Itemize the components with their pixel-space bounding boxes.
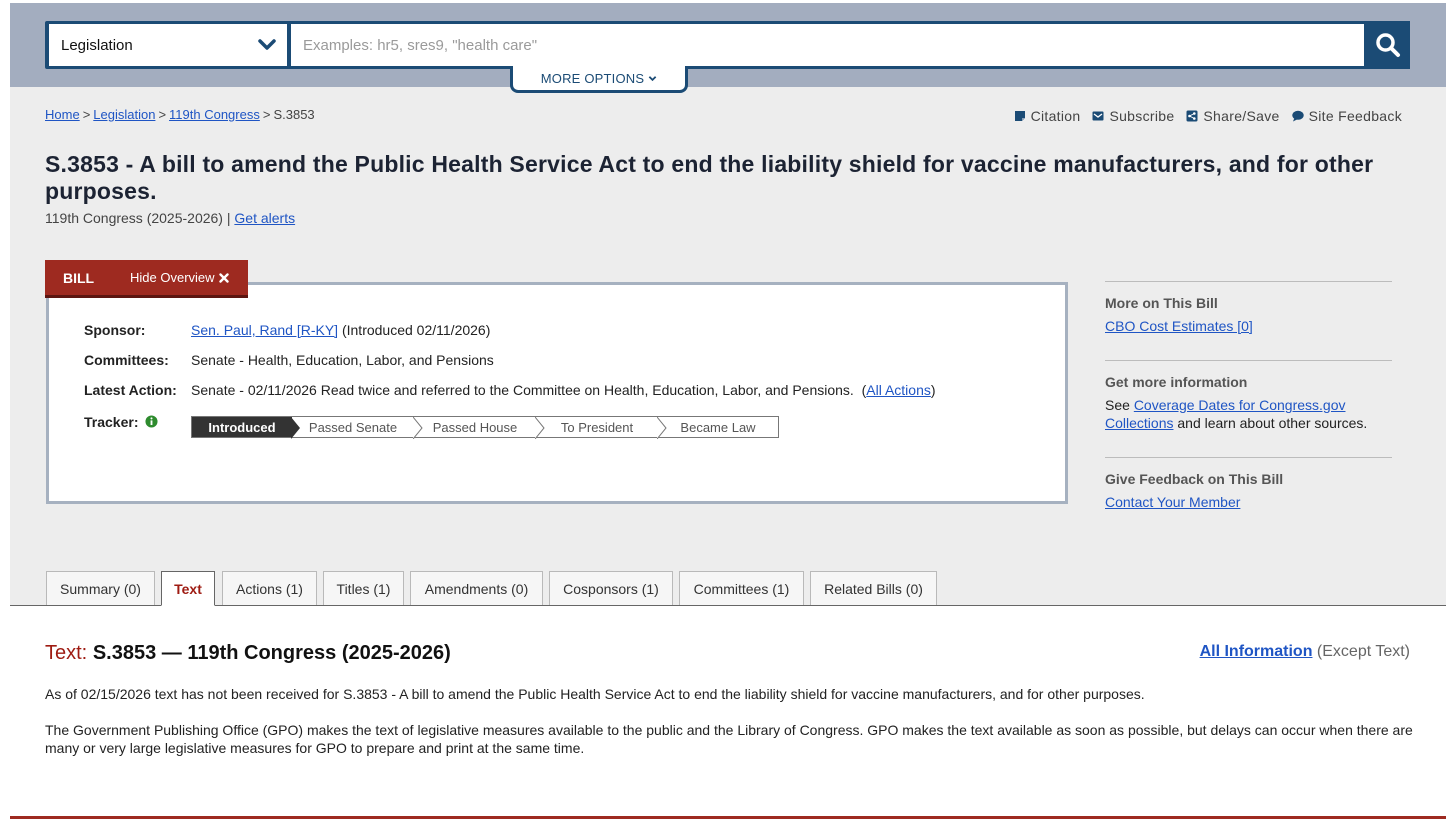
share-button[interactable] xyxy=(1186,108,1279,124)
subscribe-button[interactable] xyxy=(1092,108,1174,124)
tracker-step-passed-house xyxy=(414,417,536,437)
tracker-step-label: Passed Senate xyxy=(308,419,398,435)
congress-divider: | xyxy=(226,210,231,226)
sponsor-label: Sponsor: xyxy=(84,322,146,338)
tracker-label xyxy=(84,414,158,430)
committees-label: Committees: xyxy=(84,352,169,368)
more-options-button[interactable] xyxy=(510,66,688,93)
envelope-icon xyxy=(1092,110,1104,122)
more-on-bill-heading: More on This Bill xyxy=(1105,295,1218,311)
all-information-link-group xyxy=(1200,643,1410,661)
sponsor-note: (Introduced 02/11/2026) xyxy=(341,322,491,338)
all-information-link[interactable]: All Information xyxy=(1199,643,1313,660)
search-input[interactable] xyxy=(291,24,1364,66)
latest-action-text: Senate - 02/11/2026 Read twice and referred to the Committee on Health, Education, Labor, and Pensions. xyxy=(191,382,854,398)
tab-label: Cosponsors (1) xyxy=(563,580,659,597)
search-button[interactable] xyxy=(1366,21,1410,69)
tab-label: Committees (1) xyxy=(693,580,790,597)
close-icon xyxy=(219,273,229,283)
more-info-heading: Get more information xyxy=(1105,374,1248,390)
tracker-step-label: Introduced xyxy=(208,419,276,435)
tab-label: Amendments (0) xyxy=(424,580,529,597)
tab-cosponsors[interactable] xyxy=(549,571,673,605)
tab-related-bills[interactable] xyxy=(810,571,937,605)
content-area xyxy=(10,606,1446,819)
more-info-see: See xyxy=(1105,397,1130,413)
info-icon[interactable] xyxy=(145,415,158,428)
text-status-paragraph: As of 02/15/2026 text has not been received for S.3853 - A bill to amend the Public Health Service Act to end the liability shield for vaccine manufacturers, and for other purposes. xyxy=(45,686,1145,702)
tracker-step-label: To President xyxy=(560,419,634,435)
breadcrumb-separator: > xyxy=(82,107,91,122)
coverage-dates-link[interactable]: Coverage Dates for Congress.gov Collections xyxy=(1105,397,1346,431)
congress-line xyxy=(45,210,295,226)
tracker-arrow xyxy=(413,417,423,439)
committees-value: Senate - Health, Education, Labor, and Pensions xyxy=(191,352,494,368)
breadcrumb-congress[interactable]: 119th Congress xyxy=(169,107,260,122)
tab-actions[interactable] xyxy=(222,571,317,605)
text-heading-prefix: Text: xyxy=(45,642,88,664)
search-scope-select[interactable] xyxy=(49,24,287,66)
sidebar-divider xyxy=(1105,360,1392,361)
breadcrumb-legislation[interactable]: Legislation xyxy=(93,107,156,122)
breadcrumb-home[interactable]: Home xyxy=(45,107,80,122)
paren-open: ( xyxy=(861,382,867,398)
share-label: Share/Save xyxy=(1203,108,1280,124)
hide-overview-button[interactable] xyxy=(130,270,229,285)
tracker-step-passed-senate xyxy=(292,417,414,437)
tracker-step-became-law xyxy=(658,417,778,437)
breadcrumb xyxy=(45,107,315,122)
citation-button[interactable] xyxy=(1014,108,1081,124)
tracker-arrow xyxy=(535,417,545,439)
tracker-step-introduced xyxy=(192,417,292,437)
gpo-info-paragraph: The Government Publishing Office (GPO) makes the text of legislative measures available to the public and the Library of Congress. GPO makes the text available as soon as possible, but delays can occur when there are many or very large legislative measures for GPO to prepare and print at the same time. xyxy=(45,722,1413,756)
page-title: S.3853 - A bill to amend the Public Health Service Act to end the liability shield for vaccine manufacturers, and for other purposes. xyxy=(45,151,1374,204)
breadcrumb-separator: > xyxy=(158,107,167,122)
breadcrumb-separator: > xyxy=(262,107,271,122)
speech-bubble-icon xyxy=(1292,110,1304,122)
subscribe-label: Subscribe xyxy=(1109,108,1175,124)
text-section-heading xyxy=(45,642,451,665)
tab-label: Text xyxy=(174,580,202,597)
sidebar-feedback xyxy=(1105,471,1392,511)
site-feedback-label: Site Feedback xyxy=(1308,108,1402,124)
tab-text[interactable] xyxy=(161,571,215,606)
all-information-note: (Except Text) xyxy=(1316,643,1410,660)
tracker-step-to-president xyxy=(536,417,658,437)
get-alerts-link[interactable]: Get alerts xyxy=(234,210,296,226)
latest-action-label: Latest Action: xyxy=(84,382,177,398)
latest-action-value xyxy=(191,382,936,398)
bill-overview-tab xyxy=(45,260,248,298)
tab-amendments[interactable] xyxy=(410,571,543,605)
sidebar-more-on-bill xyxy=(1105,295,1392,335)
share-icon xyxy=(1186,110,1198,122)
more-info-rest: and learn about other sources. xyxy=(1177,415,1368,431)
text-heading-title: S.3853 — 119th Congress (2025-2026) xyxy=(92,642,451,664)
breadcrumb-current: S.3853 xyxy=(273,107,315,122)
sidebar-more-info xyxy=(1105,374,1392,432)
tab-label: Related Bills (0) xyxy=(824,580,923,597)
tab-label: Actions (1) xyxy=(236,580,303,597)
congress-session: 119th Congress (2025-2026) xyxy=(45,210,223,226)
tracker-arrow xyxy=(657,417,667,439)
chevron-down-icon xyxy=(257,35,277,55)
all-actions-link[interactable]: All Actions xyxy=(866,382,931,398)
sponsor-link[interactable]: Sen. Paul, Rand [R-KY] xyxy=(191,322,339,338)
tab-label: Summary (0) xyxy=(60,580,141,597)
sponsor-value xyxy=(191,322,490,338)
tracker-arrow xyxy=(291,417,301,439)
feedback-heading: Give Feedback on This Bill xyxy=(1105,471,1284,487)
contact-member-link[interactable]: Contact Your Member xyxy=(1105,494,1241,510)
tracker-step-label: Passed House xyxy=(432,419,518,435)
citation-label: Citation xyxy=(1030,108,1081,124)
sidebar-divider xyxy=(1105,457,1392,458)
hide-overview-label: Hide Overview xyxy=(130,270,215,285)
chevron-down-icon xyxy=(648,74,657,83)
more-options-label: MORE OPTIONS xyxy=(540,70,645,86)
more-info-text xyxy=(1105,396,1392,432)
cbo-cost-estimates-link[interactable]: CBO Cost Estimates [0] xyxy=(1105,318,1253,334)
citation-icon xyxy=(1014,110,1026,122)
page-tools xyxy=(1014,108,1402,124)
search-icon xyxy=(1375,32,1401,58)
tracker-step-label: Became Law xyxy=(680,419,756,435)
tab-committees[interactable] xyxy=(679,571,804,605)
bill-status-tracker xyxy=(191,416,779,438)
sidebar-divider xyxy=(1105,281,1392,282)
paren-close: ) xyxy=(930,382,936,398)
bill-tab-label: BILL xyxy=(63,269,95,286)
tab-titles[interactable] xyxy=(323,571,404,605)
site-feedback-button[interactable] xyxy=(1292,108,1402,124)
search-scope-value: Legislation xyxy=(61,36,133,54)
tab-label: Titles (1) xyxy=(336,580,391,597)
tracker-label-text: Tracker: xyxy=(84,414,139,430)
tab-summary[interactable] xyxy=(46,571,155,605)
tabs-baseline xyxy=(10,605,1446,606)
